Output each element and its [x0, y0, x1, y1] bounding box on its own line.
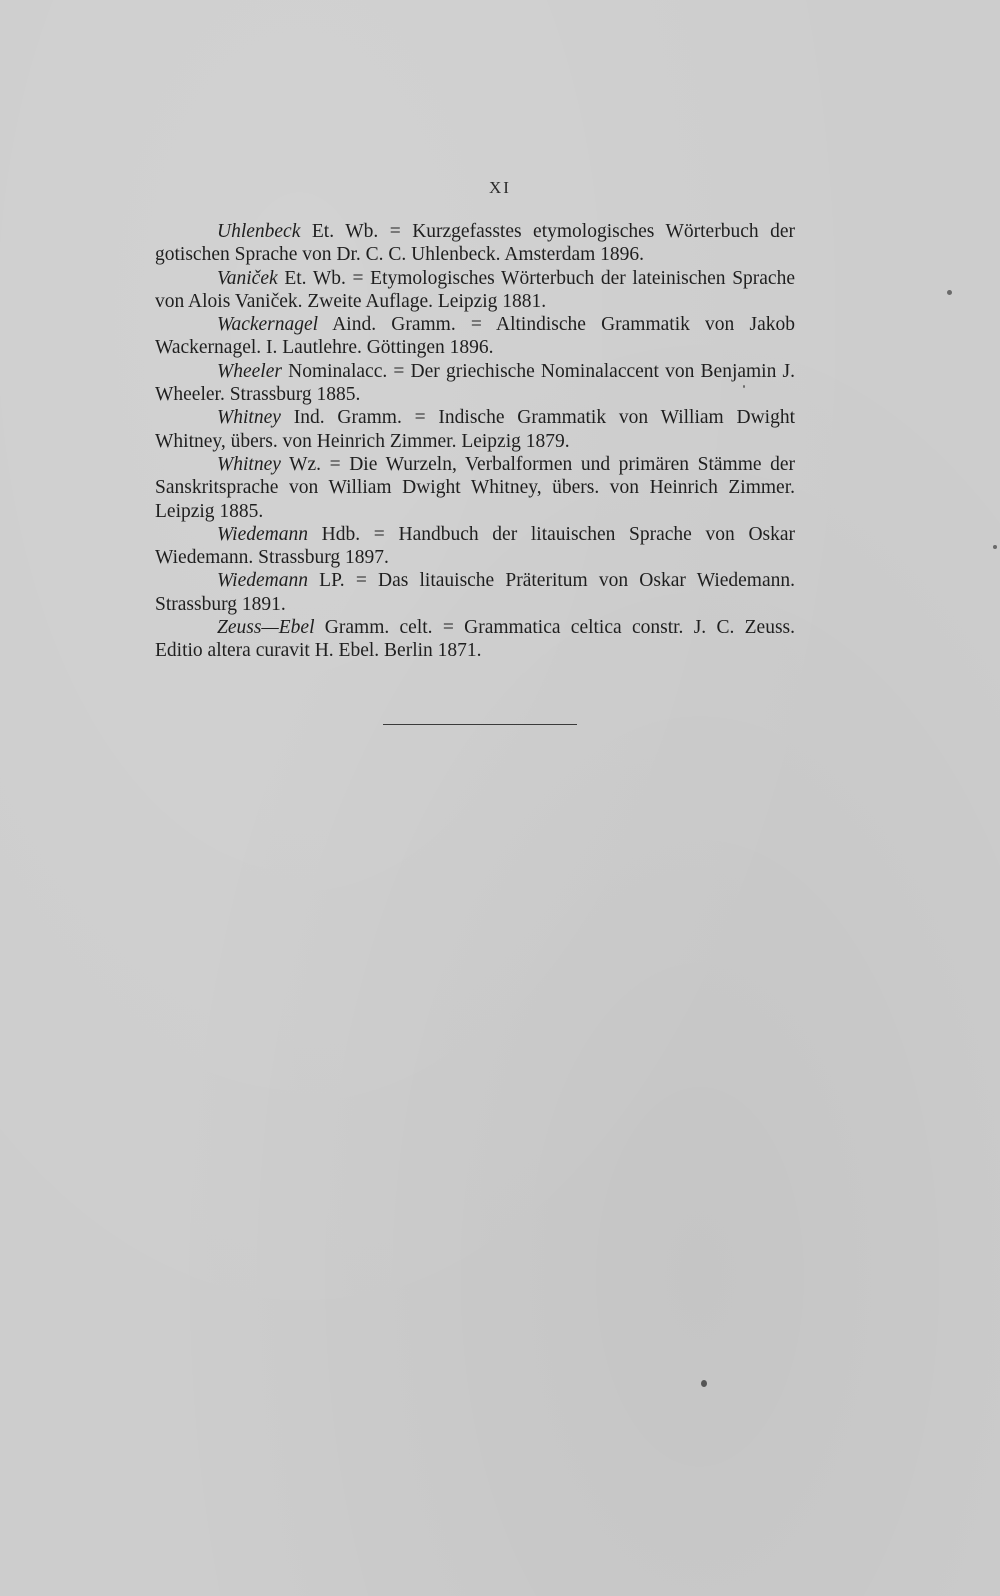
entry-text: LP. = Das litauische Präteritum von Oskar Wiedemann. Strassburg 1891.	[155, 570, 796, 615]
bibliography-entry	[155, 267, 795, 314]
entry-author: Whitney	[217, 407, 281, 429]
entry-author: Uhlenbeck	[217, 221, 301, 242]
entry-author: Whitney	[217, 453, 281, 475]
entry-text: Et. Wb. = Etymologisches Wörterbuch der lateinischen Sprache von Alois Vaniček. Zweite Auflage. Leipzig 1881.	[155, 267, 795, 312]
entry-author: Wiedemann	[217, 570, 308, 592]
entry-text: Hdb. = Handbuch der litauischen Sprache von Oskar Wiedemann. Strassburg 1897.	[155, 523, 796, 569]
paper-speck	[701, 1380, 707, 1387]
entry-author: Wiedemann	[217, 523, 308, 545]
entry-author: Wheeler	[217, 360, 282, 382]
entry-author: Vaniček	[217, 267, 278, 289]
bibliography-entry	[155, 453, 795, 523]
bibliography-entry	[155, 360, 795, 407]
page-number: XI	[489, 178, 511, 197]
bibliography-list	[155, 220, 795, 663]
paper-speck	[947, 290, 952, 295]
entry-author: Zeuss—Ebel	[217, 617, 315, 639]
bibliography-entry	[155, 313, 795, 360]
bibliography-entry	[155, 220, 795, 267]
paper-speck	[993, 545, 997, 549]
bibliography-entry	[155, 406, 795, 453]
bibliography-entry	[155, 569, 795, 616]
bibliography-entry	[155, 616, 795, 663]
paper-speck	[743, 385, 745, 388]
bibliography-entry	[155, 523, 795, 570]
section-divider	[383, 724, 577, 725]
entry-text: Wz. = Die Wurzeln, Verbalformen und primären Stämme der Sanskritsprache von William Dwight Whitney, übers. von Heinrich Zimmer. Leipzig 1885.	[155, 453, 795, 522]
entry-text: Gramm. celt. = Grammatica celtica constr. J. C. Zeuss. Editio altera curavit H. Ebel. Berlin 1871.	[155, 617, 795, 662]
entry-text: Ind. Gramm. = Indische Grammatik von William Dwight Whitney, übers. von Heinrich Zimmer. Leipzig 1879.	[155, 407, 795, 452]
entry-author: Wackernagel	[217, 314, 319, 336]
entry-text: Et. Wb. = Kurzgefasstes etymologisches Wörterbuch der gotischen Sprache von Dr. C. C. Uhlenbeck. Amsterdam 1896.	[155, 221, 795, 266]
entry-text: Aind. Gramm. = Altindische Grammatik von Jakob Wackernagel. I. Lautlehre. Göttingen 1896.	[155, 314, 795, 359]
entry-text: Nominalacc. = Der griechische Nominalaccent von Benjamin J. Wheeler. Strassburg 1885.	[155, 360, 795, 406]
